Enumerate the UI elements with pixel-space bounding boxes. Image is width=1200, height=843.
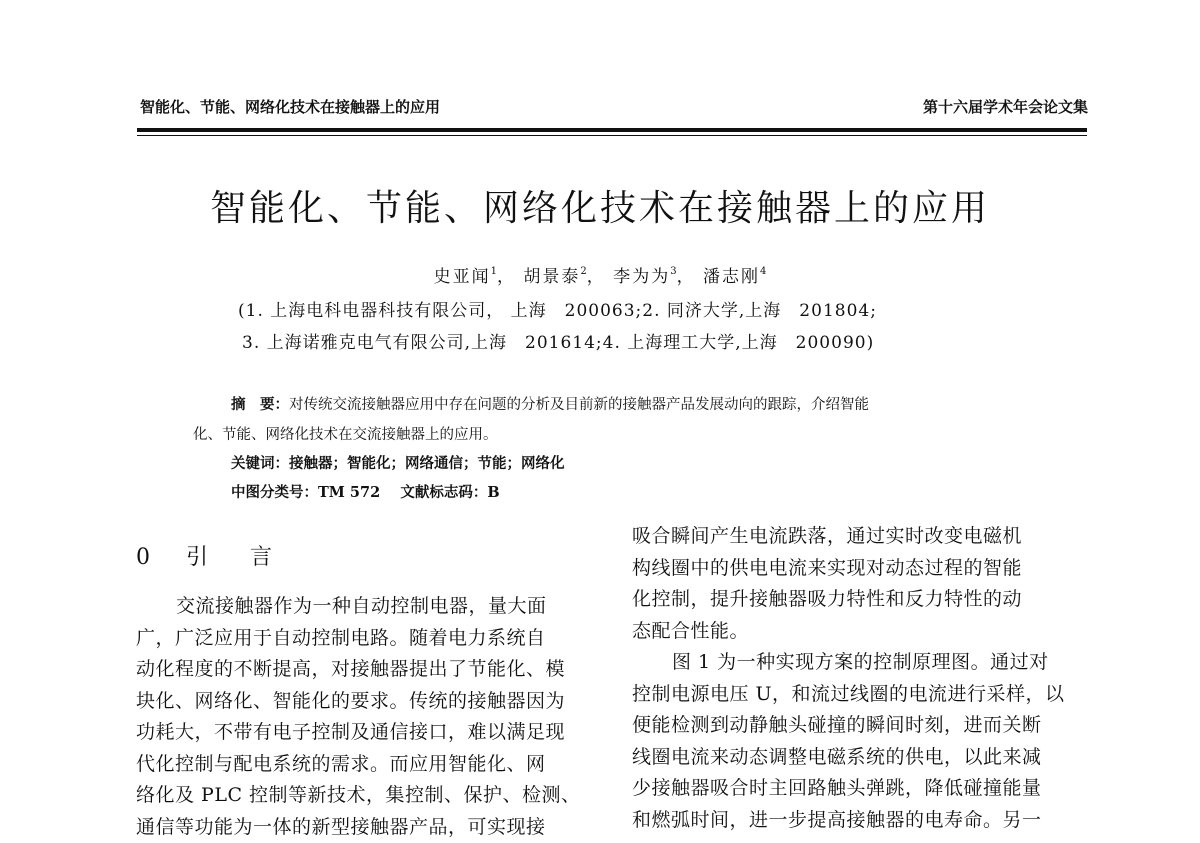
keywords-text: 接触器；智能化；网络通信；节能；网络化: [289, 455, 565, 472]
body-line: 交流接触器作为一种自动控制电器，量大面: [136, 591, 592, 623]
classification-label: 中图分类号：: [231, 484, 318, 501]
body-line: 控制电源电压 U，和流过线圈的电流进行采样，以: [632, 679, 1088, 711]
keywords-label: 关键词：: [231, 455, 289, 472]
section-number: 0: [136, 545, 160, 570]
abstract-line-1: [231, 393, 869, 414]
author-name: 史亚闻: [434, 267, 491, 287]
affiliation-line-1: (1. 上海电科电器科技有限公司， 上海 200063;2. 同济大学,上海 201804;: [238, 296, 877, 321]
document-code-label: 文献标志码：: [400, 484, 487, 501]
section-title: 引 言: [186, 545, 282, 570]
body-line: 和燃弧时间，进一步提高接触器的电寿命。另一: [632, 805, 1088, 837]
body-line: 化控制，提升接触器吸力特性和反力特性的动: [632, 584, 1088, 616]
header-rule-thick: [137, 128, 1087, 132]
body-line: 块化、网络化、智能化的要求。传统的接触器因为: [136, 686, 592, 718]
author-name: 潘志刚: [703, 267, 760, 287]
author-affiliation-mark: 2: [580, 266, 586, 277]
classification-line: [231, 481, 500, 502]
body-line: 络化及 PLC 控制等新技术，集控制、保护、检测、: [136, 780, 592, 812]
body-line: 动化程度的不断提高，对接触器提出了节能化、模: [136, 654, 592, 686]
body-column-left: [136, 591, 592, 843]
body-line: 功耗大，不带有电子控制及通信接口，难以满足现: [136, 717, 592, 749]
body-line: 线圈电流来动态调整电磁系统的供电，以此来减: [632, 742, 1088, 774]
body-column-right: [632, 521, 1088, 836]
abstract-line-2: 化、节能、网络化技术在交流接触器上的应用。: [193, 423, 498, 444]
paper-title: 智能化、节能、网络化技术在接触器上的应用: [0, 180, 1200, 231]
header-rule-thin: [137, 135, 1087, 136]
author-name: 李为为: [613, 267, 670, 287]
author-affiliation-mark: 1: [491, 266, 497, 277]
author-affiliation-mark: 4: [760, 266, 766, 277]
body-line: 吸合瞬间产生电流跌落，通过实时改变电磁机: [632, 521, 1088, 553]
author-list: 史亚闻$^1$， 胡景泰$^2$， 李为为$^3$， 潘志刚$^4$: [0, 262, 1200, 287]
body-line: 图 1 为一种实现方案的控制原理图。通过对: [632, 647, 1088, 679]
section-heading: [136, 540, 282, 571]
running-header-left: 智能化、节能、网络化技术在接触器上的应用: [140, 96, 440, 117]
body-line: 少接触器吸合时主回路触头弹跳，降低碰撞能量: [632, 773, 1088, 805]
classification-value: TM 572: [318, 484, 380, 501]
author-affiliation-mark: 3: [670, 266, 676, 277]
abstract-label: 摘 要：: [231, 396, 289, 413]
keywords-line: [231, 452, 565, 473]
body-line: 构线圈中的供电电流来实现对动态过程的智能: [632, 553, 1088, 585]
affiliation-line-2: 3. 上海诺雅克电气有限公司,上海 201614;4. 上海理工大学,上海 200090): [242, 328, 874, 353]
body-line: 通信等功能为一体的新型接触器产品，可实现接: [136, 812, 592, 843]
document-code-value: B: [487, 484, 499, 501]
body-line: 代化控制与配电系统的需求。而应用智能化、网: [136, 749, 592, 781]
author-name: 胡景泰: [523, 267, 580, 287]
abstract-text-1: 对传统交流接触器应用中存在问题的分析及目前新的接触器产品发展动向的跟踪，介绍智能: [289, 397, 869, 413]
body-line: 广，广泛应用于自动控制电路。随着电力系统自: [136, 623, 592, 655]
running-header-right: 第十六届学术年会论文集: [923, 96, 1088, 117]
body-line: 便能检测到动静触头碰撞的瞬间时刻，进而关断: [632, 710, 1088, 742]
body-line: 态配合性能。: [632, 616, 1088, 648]
